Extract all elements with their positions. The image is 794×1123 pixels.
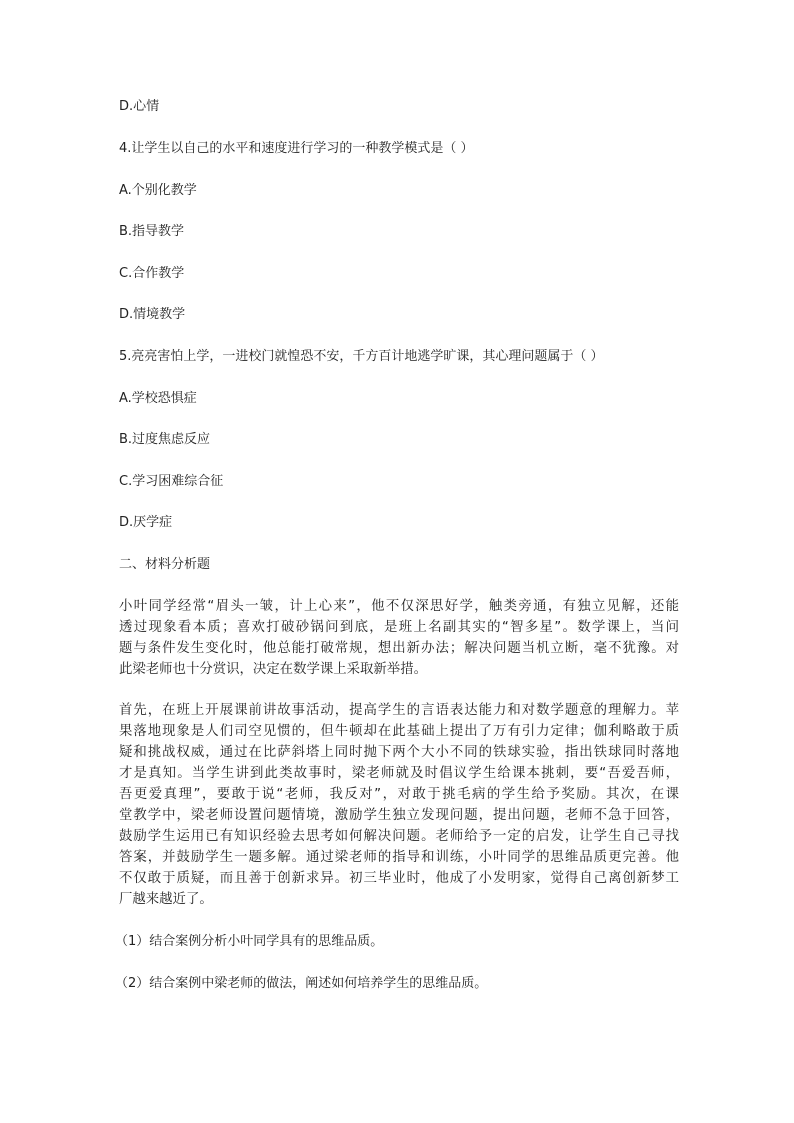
- paragraph-line: 此梁老师也十分赏识，决定在数学课上采取新举措。: [119, 662, 427, 677]
- paragraph-line: 才是真知。当学生讲到此类故事时，梁老师就及时倡议学生给课本挑刺，要“吾爱吾师，: [119, 766, 679, 781]
- paragraph-line: 题与条件发生变化时，他总能打破常规，想出新办法；解决问题当机立断，毫不犹豫。对: [119, 641, 679, 656]
- q4-option-c: C.合作教学: [119, 266, 185, 281]
- paragraph-line: 不仅敢于质疑，而且善于创新求异。初三毕业时，他成了小发明家，觉得自己离创新梦工: [119, 871, 679, 886]
- paragraph-line: 鼓励学生运用已有知识经验去思考如何解决问题。老师给予一定的启发，让学生自己寻找: [119, 829, 679, 844]
- q5-stem: 5.亮亮害怕上学，一进校门就惶恐不安，千方百计地逃学旷课，其心理问题属于（ ）: [119, 349, 604, 364]
- q5-option-b: B.过度焦虑反应: [119, 432, 211, 447]
- paragraph-line: 答案，并鼓励学生一题多解。通过梁老师的指导和训练，小叶同学的思维品质更完善。他: [119, 850, 679, 865]
- q4-option-d: D.情境教学: [119, 307, 186, 322]
- paragraph-line: 首先，在班上开展课前讲故事活动，提高学生的言语表达能力和对数学题意的理解力。苹: [119, 703, 679, 718]
- q4-option-b: B.指导教学: [119, 224, 185, 239]
- paragraph-line: 果落地现象是人们司空见惯的，但牛顿却在此基础上提出了万有引力定律；伽利略敢于质: [119, 724, 679, 739]
- material-paragraph-2: [119, 700, 679, 910]
- q5-option-a: A.学校恐惧症: [119, 391, 197, 406]
- q5-option-c: C.学习困难综合征: [119, 474, 224, 489]
- sub-question-2: （2）结合案例中梁老师的做法，阐述如何培养学生的思维品质。: [115, 976, 488, 991]
- q3-option-d: D.心情: [119, 99, 160, 114]
- q4-stem: 4.让学生以自己的水平和速度进行学习的一种教学模式是（ ）: [119, 141, 474, 156]
- paragraph-line: 堂教学中，梁老师设置问题情境，激励学生独立发现问题，提出问题，老师不急于回答，: [119, 808, 679, 823]
- paragraph-line: 透过现象看本质；喜欢打破砂锅问到底，是班上名副其实的“智多星”。数学课上，当问: [119, 620, 679, 635]
- paragraph-line: 小叶同学经常“眉头一皱，计上心来”，他不仅深思好学，触类旁通，有独立见解，还能: [119, 599, 679, 614]
- paragraph-line: 吾更爱真理”，要敢于说“老师，我反对”，对敢于挑毛病的学生给予奖励。其次，在课: [119, 787, 679, 802]
- q5-option-d: D.厌学症: [119, 515, 173, 530]
- paragraph-line: 疑和挑战权威，通过在比萨斜塔上同时抛下两个大小不同的铁球实验，指出铁球同时落地: [119, 745, 679, 760]
- q4-option-a: A.个别化教学: [119, 183, 197, 198]
- sub-question-1: （1）结合案例分析小叶同学具有的思维品质。: [115, 934, 384, 949]
- material-paragraph-1: [119, 596, 679, 680]
- paragraph-line: 厂越来越近了。: [119, 892, 213, 907]
- section2-title: 二、材料分析题: [119, 557, 211, 572]
